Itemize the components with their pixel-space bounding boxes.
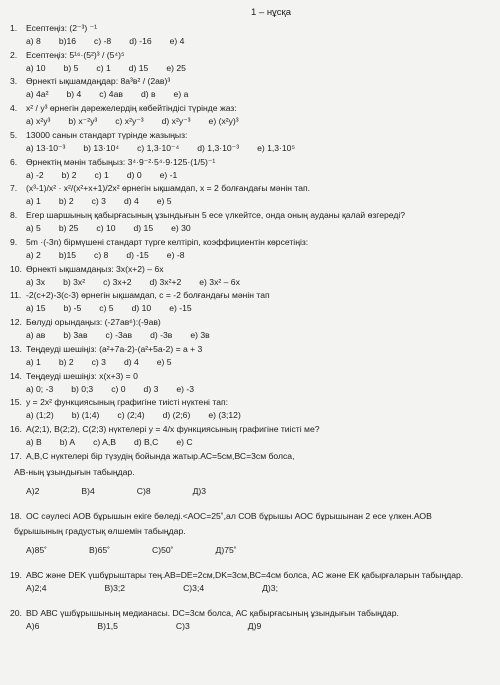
answer-options [10, 171, 492, 181]
answer-option[interactable]: e) C [176, 437, 193, 448]
question-number: 1. [10, 22, 18, 33]
answer-option[interactable]: а) 3x [26, 276, 46, 287]
answer-option[interactable]: d) 10 [131, 303, 152, 314]
answer-options [10, 358, 492, 368]
answer-option[interactable]: b) -5 [63, 303, 82, 314]
question-block [10, 211, 492, 234]
answer-option[interactable]: В)3;2 [104, 583, 126, 594]
question-body: BD АВС үшбұрышының медианасы. DC=3см болса, АС қабырғасының ұзындығын табыңдар. [26, 607, 399, 618]
question-text [10, 51, 492, 61]
question-block [10, 184, 492, 207]
answer-option[interactable]: b) 2 [61, 169, 77, 180]
answer-option[interactable]: e) -8 [166, 249, 185, 260]
answer-options [10, 90, 492, 100]
question-number: 15. [10, 397, 22, 408]
question-block [10, 77, 492, 100]
question-text [10, 238, 492, 248]
question-number: 2. [10, 49, 18, 60]
answer-options [10, 64, 492, 74]
answer-option[interactable]: e) (3;12) [208, 410, 241, 421]
answer-option[interactable]: c) 8 [94, 249, 109, 260]
question-number: 11. [10, 290, 22, 301]
answer-option[interactable]: e) 4 [169, 35, 185, 46]
answer-option[interactable]: d) 3x²+2 [149, 276, 182, 287]
question-number: 18. [10, 510, 22, 521]
question-body: Өрнектің мәнін табыңыз: 3⁴·9⁻²·5⁴·9·125·(1/5)⁻¹ [26, 156, 216, 167]
answer-option[interactable]: d) -16 [129, 35, 152, 46]
answer-option[interactable]: c) A,B [93, 437, 116, 448]
question-block [10, 158, 492, 181]
question-block [10, 372, 492, 395]
answer-option[interactable]: e) 25 [166, 62, 186, 73]
question-text [10, 184, 492, 194]
answer-option[interactable]: d) -15 [126, 249, 149, 260]
question-text-continued: AB-ның ұзындығын табыңдар. [14, 466, 135, 477]
answer-option[interactable]: а) -2 [26, 169, 44, 180]
answer-options [10, 304, 492, 314]
question-body: АВС және DEK үшбұрыштары тең.АВ=DE=2см,DK=3см,ВС=4см болса, АС және ЕК қабырғаларын табыңдар. [26, 570, 464, 581]
answer-option[interactable]: а) B [26, 437, 42, 448]
answer-option[interactable]: а) 1 [26, 356, 41, 367]
answer-option[interactable]: С)50˚ [152, 545, 174, 556]
answer-option[interactable]: В)1,5 [97, 620, 118, 631]
question-text [10, 609, 492, 619]
question-text [10, 158, 492, 168]
answer-option[interactable]: b) 25 [58, 223, 79, 234]
answer-option[interactable]: а) 2 [26, 249, 41, 260]
question-body: ОС сәулесі АОВ бұрышын екіге бөледі.<АОС=25˚,ал СОВ бұрышы АОС бұрышынан 2 есе үлкен.АОВ [26, 510, 432, 521]
answer-option[interactable]: d) (2;6) [162, 410, 191, 421]
question-body: A,B,C нүктелері бір түзудің бойында жатыр.АС=5см,ВС=3см болса, [26, 450, 295, 461]
question-text [10, 211, 492, 221]
answer-option[interactable]: а) 15 [26, 303, 46, 314]
question-body: Егер шаршының қабырғасының ұзындығын 5 есе үлкейтсе, онда оның ауданы қалай өзгереді? [26, 210, 406, 221]
answer-option[interactable]: b) 3x² [63, 276, 86, 287]
answer-option[interactable]: e) (x²y)³ [208, 116, 239, 127]
question-block [10, 609, 492, 647]
answer-option[interactable]: d) 15 [133, 223, 154, 234]
answer-option[interactable]: b) (1;4) [71, 410, 100, 421]
answer-option[interactable]: b) 2 [58, 356, 74, 367]
answer-options [10, 224, 492, 234]
answer-option[interactable]: b) A [59, 437, 76, 448]
question-body: Теңдеуді шешіңіз: (a²+7a-2)-(a²+5a-2) = a + 3 [26, 343, 203, 354]
answer-option[interactable]: c) 3x+2 [103, 276, 132, 287]
question-block [10, 452, 492, 512]
answer-option[interactable]: c) 4ав [99, 89, 123, 100]
answer-option[interactable]: а) 8 [26, 35, 41, 46]
answer-option[interactable]: b)16 [58, 35, 77, 46]
question-body: A(2;1), B(2;2), C(2;3) нүктелері y = 4/x функциясының графигіне тиісті ме? [26, 424, 320, 435]
answer-option[interactable]: Д)3 [192, 485, 207, 496]
answer-option[interactable]: а) 13·10⁻³ [26, 142, 66, 153]
answer-option[interactable]: А)6 [26, 620, 40, 631]
answer-option[interactable]: а) 4а² [26, 89, 49, 100]
answer-option[interactable]: c) -3ав [105, 330, 133, 341]
answer-option[interactable]: e) а [173, 89, 189, 100]
answer-option[interactable]: b) 2 [58, 196, 74, 207]
answer-option[interactable]: b) 4 [66, 89, 82, 100]
question-body: Өрнекті ықшамдаңыз: 3x(x+2) – 6x [26, 263, 164, 274]
answer-option[interactable]: c) 0 [111, 383, 126, 394]
answer-option[interactable]: а) ав [26, 330, 46, 341]
answer-option[interactable]: а) 5 [26, 223, 41, 234]
question-body: -2(c+2)-3(c-3) өрнегін ықшамдап, с = -2 болғандағы мәнін тап [26, 290, 270, 301]
question-text [10, 452, 492, 462]
question-text [10, 265, 492, 275]
answer-option[interactable]: Д)3; [262, 583, 278, 594]
question-body: 5m ·(-3n) бірмүшені стандарт түрге келтіріп, коэффициентін көрсетіңіз: [26, 236, 309, 247]
answer-option[interactable]: c) 1 [94, 169, 109, 180]
answer-option[interactable]: c) (2;4) [117, 410, 145, 421]
answer-option[interactable]: c) -8 [94, 35, 112, 46]
answer-option[interactable]: e) -15 [169, 303, 192, 314]
question-number: 4. [10, 103, 18, 114]
question-text-continued: бұрышының градустық өлшемін табыңдар. [14, 526, 186, 537]
answer-options [10, 411, 492, 421]
question-body: Есептеңіз: (2⁻³) ⁻¹ [26, 22, 98, 33]
variant-title: 1 – нұсқа [250, 7, 292, 18]
answer-option[interactable]: d) B,C [134, 437, 159, 448]
answer-option[interactable]: d) x²y⁻³ [161, 116, 191, 127]
question-text [10, 398, 492, 408]
answer-option[interactable]: С)3 [175, 620, 190, 631]
answer-option[interactable]: а) 1 [26, 196, 41, 207]
question-text [10, 104, 492, 114]
question-body: Есептеңіз: 5¹⁶·(5²)³ / (5⁴)⁵ [26, 49, 125, 60]
answer-option[interactable]: b)15 [58, 249, 77, 260]
question-body: Өрнекті ықшамдаңдар: 8a³в² / (2ав)³ [26, 76, 171, 87]
answer-options [10, 546, 492, 556]
answer-option[interactable]: b) 5 [63, 62, 79, 73]
answer-option[interactable]: В)65˚ [89, 545, 111, 556]
answer-options [10, 117, 492, 127]
answer-option[interactable]: а) 10 [26, 62, 46, 73]
answer-options [10, 385, 492, 395]
question-block [10, 131, 492, 154]
answer-option[interactable]: d) 3 [143, 383, 159, 394]
question-number: 19. [10, 570, 22, 581]
answer-option[interactable]: e) 1,3·10⁵ [257, 142, 296, 153]
question-number: 13. [10, 343, 22, 354]
question-block [10, 425, 492, 448]
question-number: 14. [10, 370, 22, 381]
answer-option[interactable]: b) 13·10⁴ [83, 142, 120, 153]
question-text [10, 425, 492, 435]
question-text [10, 512, 492, 522]
question-block [10, 238, 492, 261]
answer-option[interactable]: Д)75˚ [215, 545, 237, 556]
answer-option[interactable]: c) 3 [91, 356, 106, 367]
answer-option[interactable]: e) 3x² – 6x [199, 276, 240, 287]
answer-option[interactable]: e) 5 [156, 356, 172, 367]
answer-option[interactable]: b) 3ав [63, 330, 88, 341]
answer-option[interactable]: b) x⁻²y³ [68, 116, 98, 127]
answer-options [10, 278, 492, 288]
answer-option[interactable]: а) 0; -3 [26, 383, 54, 394]
question-text [10, 318, 492, 328]
question-text [10, 77, 492, 87]
question-body: Теңдеуді шешіңіз: x(x+3) = 0 [26, 370, 138, 381]
answer-option[interactable]: c) 10 [96, 223, 116, 234]
question-block [10, 318, 492, 341]
answer-option[interactable]: d) -3в [150, 330, 173, 341]
answer-option[interactable]: С)3;4 [183, 583, 205, 594]
answer-option[interactable]: d) 4 [123, 196, 139, 207]
answer-options [10, 251, 492, 261]
answer-options [10, 584, 492, 594]
answer-option[interactable]: e) -1 [159, 169, 178, 180]
question-block [10, 104, 492, 127]
question-number: 17. [10, 450, 22, 461]
question-number: 16. [10, 424, 22, 435]
question-number: 8. [10, 210, 18, 221]
answer-option[interactable]: а) x²y³ [26, 116, 51, 127]
answer-option[interactable]: В)4 [81, 485, 95, 496]
answer-option[interactable]: А)2 [26, 485, 40, 496]
answer-options [10, 144, 492, 154]
question-number: 5. [10, 129, 18, 140]
answer-options [10, 197, 492, 207]
question-block [10, 24, 492, 47]
question-text [10, 345, 492, 355]
question-number: 20. [10, 607, 22, 618]
question-text [10, 291, 492, 301]
answer-option[interactable]: c) 3 [91, 196, 106, 207]
question-number: 6. [10, 156, 18, 167]
question-text [10, 131, 492, 141]
answer-option[interactable]: c) 1 [96, 62, 111, 73]
answer-option[interactable]: e) 3в [190, 330, 210, 341]
answer-option[interactable]: c) 1,3·10⁻⁴ [137, 142, 180, 153]
question-list [10, 24, 492, 647]
answer-option[interactable]: d) в [140, 89, 156, 100]
answer-option[interactable]: а) (1;2) [26, 410, 54, 421]
question-body: Бөлуді орындаңыз: (-27ав⁶):(-9ав) [26, 317, 161, 328]
question-body: (x³-1)/x² · x²/(x²+x+1)/2x² өрнегін ықшамдап, x = 2 болғандағы мәнін тап. [26, 183, 311, 194]
answer-option[interactable]: c) 5 [99, 303, 114, 314]
answer-option[interactable]: e) 5 [156, 196, 172, 207]
question-number: 9. [10, 236, 18, 247]
answer-option[interactable]: Д)9 [247, 620, 262, 631]
question-body: 13000 санын стандарт түрінде жазыңыз: [26, 129, 188, 140]
answer-option[interactable]: А)2;4 [26, 583, 47, 594]
question-number: 10. [10, 263, 22, 274]
question-block [10, 265, 492, 288]
question-block [10, 398, 492, 421]
answer-option[interactable]: d) 4 [123, 356, 139, 367]
answer-option[interactable]: c) x²y⁻³ [115, 116, 144, 127]
answer-option[interactable]: b) 0;3 [71, 383, 94, 394]
answer-option[interactable]: С)8 [136, 485, 151, 496]
question-block [10, 571, 492, 609]
question-block [10, 345, 492, 368]
question-text [10, 24, 492, 34]
question-text [10, 372, 492, 382]
answer-options [10, 37, 492, 47]
answer-option[interactable]: А)85˚ [26, 545, 48, 556]
answer-options [10, 438, 492, 448]
answer-options [10, 487, 492, 497]
question-body: x² / y³ өрнегін дәрежелердің көбейтіндісі түрінде жаз: [26, 103, 237, 114]
answer-option[interactable]: d) 0 [126, 169, 142, 180]
question-number: 3. [10, 76, 18, 87]
question-text [10, 571, 492, 581]
question-number: 7. [10, 183, 18, 194]
answer-option[interactable]: d) 1,3·10⁻³ [197, 142, 240, 153]
answer-options [10, 331, 492, 341]
question-body: y = 2x² функциясының графигіне тиісті нүктені тап: [26, 397, 229, 408]
answer-options [10, 622, 492, 632]
question-number: 12. [10, 317, 22, 328]
answer-option[interactable]: d) 15 [128, 62, 149, 73]
question-block [10, 291, 492, 314]
answer-option[interactable]: e) 30 [171, 223, 191, 234]
answer-option[interactable]: e) -3 [176, 383, 195, 394]
question-block [10, 51, 492, 74]
question-block [10, 512, 492, 572]
